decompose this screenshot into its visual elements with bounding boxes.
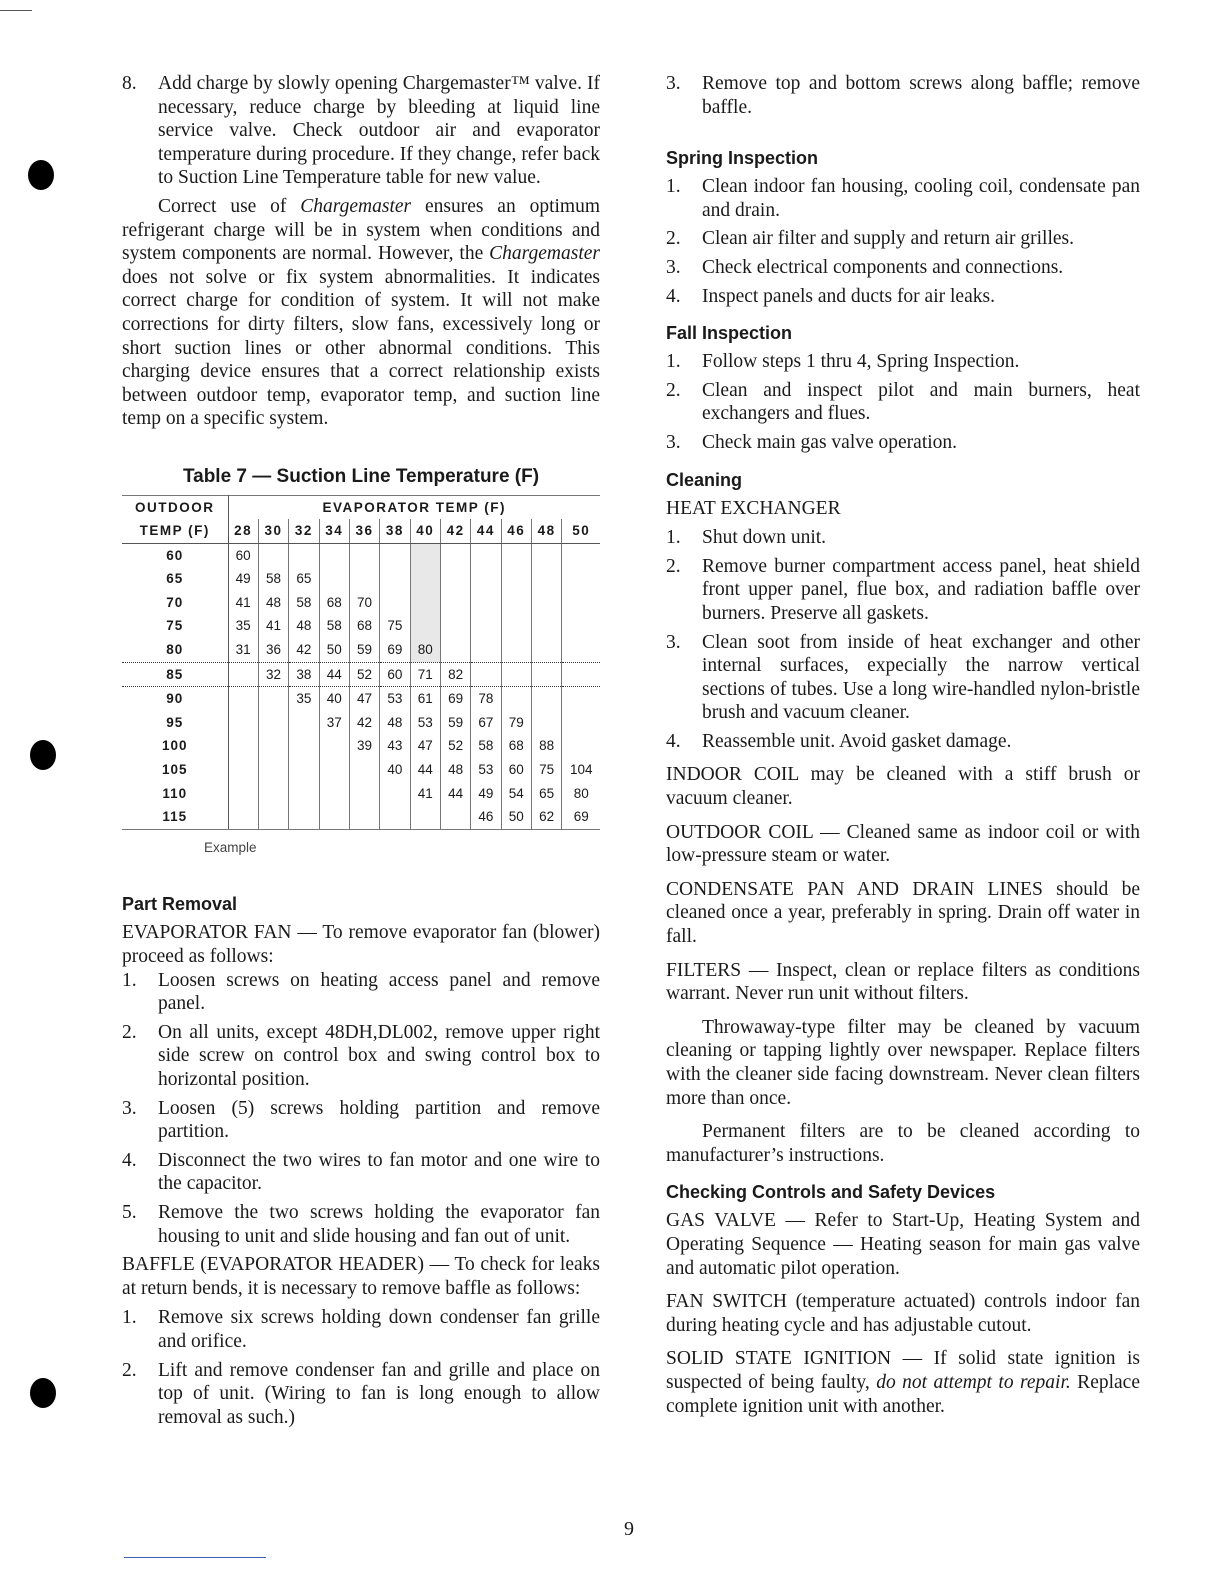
table-cell [258, 805, 288, 829]
table-cell: 54 [501, 782, 531, 806]
outdoor-label: OUTDOOR [122, 495, 228, 519]
table-cell: 50 [319, 638, 349, 662]
evap-temp-header: 48 [531, 519, 561, 543]
step-number: 2. [666, 228, 681, 250]
table-cell: 69 [440, 687, 470, 711]
table-cell: 59 [349, 638, 379, 662]
outdoor-temp-cell: 65 [122, 567, 228, 591]
table-row [122, 591, 600, 615]
step-number: 1. [122, 1307, 137, 1329]
suction-line-temp-table [122, 495, 600, 830]
text-run: Replace complete ignition unit with another. [666, 1371, 1140, 1417]
text-run: Correct use of [158, 195, 301, 217]
table-title: Table 7 — Suction Line Temperature (F) [182, 465, 540, 487]
outdoor-temp-cell: 70 [122, 591, 228, 615]
table-cell [471, 638, 501, 662]
left-column [122, 72, 600, 1434]
list-item [666, 631, 1140, 725]
table-cell: 42 [349, 711, 379, 735]
table-row [122, 662, 600, 687]
table-cell [440, 638, 470, 662]
list-item [666, 350, 1140, 374]
checking-controls-heading: Checking Controls and Safety Devices [666, 1182, 996, 1203]
table-cell: 40 [319, 687, 349, 711]
table-cell [471, 662, 501, 687]
step-number: 2. [666, 379, 681, 401]
binder-hole-icon [30, 740, 56, 770]
table-cell: 68 [501, 734, 531, 758]
step-number: 1. [666, 527, 681, 549]
table-cell [531, 567, 561, 591]
step-number: 1. [666, 176, 681, 198]
table-cell: 48 [258, 591, 288, 615]
outdoor-temp-cell: 100 [122, 734, 228, 758]
table-cell [349, 543, 379, 567]
table-cell: 53 [471, 758, 501, 782]
table-cell [562, 567, 600, 591]
table-cell: 61 [410, 687, 440, 711]
right-column [666, 72, 1140, 1428]
table-cell [410, 805, 440, 829]
step-text: Disconnect the two wires to fan motor and one wire to the capacitor. [158, 1149, 600, 1195]
table-cell [228, 758, 258, 782]
step-text: Reassemble unit. Avoid gasket damage. [702, 730, 1012, 752]
step-number: 3. [666, 631, 681, 653]
evap-fan-intro: EVAPORATOR FAN — To remove evaporator fan (blower) proceed as follows: [122, 922, 600, 967]
table-cell: 41 [228, 591, 258, 615]
table-cell: 50 [501, 805, 531, 829]
table-cell [258, 543, 288, 567]
table-cell: 65 [531, 782, 561, 806]
table-cell: 104 [562, 758, 600, 782]
table-cell: 37 [319, 711, 349, 735]
list-item [122, 1359, 600, 1430]
step-number: 4. [666, 285, 681, 307]
evap-temp-header: 34 [319, 519, 349, 543]
step-text: Remove the two screws holding the evaporator fan housing to unit and slide housing and fan out of unit. [158, 1201, 600, 1247]
cleaning-steps [666, 526, 1140, 753]
table-cell [531, 614, 561, 638]
step-number: 2. [122, 1359, 137, 1381]
step-number: 3. [666, 73, 681, 94]
table-cell [319, 805, 349, 829]
table-row [122, 687, 600, 711]
list-item [666, 256, 1140, 280]
step-text: Check main gas valve operation. [702, 431, 958, 453]
list-item [666, 379, 1140, 426]
footer-rule [124, 1557, 266, 1558]
evap-temp-header: 40 [410, 519, 440, 543]
table-cell [440, 543, 470, 567]
table-cell [380, 782, 410, 806]
list-item [666, 555, 1140, 626]
step-text: Loosen (5) screws holding partition and remove partition. [158, 1097, 600, 1143]
table-cell [531, 711, 561, 735]
step-text: Clean soot from inside of heat exchanger and other internal surfaces, expecially the narrow vertical sections of tubes. Use a long wire-handled nylon-bristle brush and vacuum cleaner. [702, 631, 1140, 724]
table-cell [319, 758, 349, 782]
table-cell [562, 543, 600, 567]
table-cell [471, 614, 501, 638]
table-cell: 46 [471, 805, 501, 829]
list-item [666, 730, 1140, 754]
table-cell: 69 [380, 638, 410, 662]
evap-temp-header: 50 [562, 519, 600, 543]
table-cell [289, 711, 319, 735]
table-cell [319, 734, 349, 758]
table-cell: 67 [471, 711, 501, 735]
table-cell [440, 567, 470, 591]
table-cell [501, 591, 531, 615]
table-cell: 44 [410, 758, 440, 782]
table-cell: 60 [228, 543, 258, 567]
cleaning-heading: Cleaning [666, 469, 743, 490]
evaporator-label: EVAPORATOR TEMP (F) [228, 495, 600, 519]
table-cell [349, 805, 379, 829]
table-cell: 48 [289, 614, 319, 638]
table-cell [501, 614, 531, 638]
step-number: 1. [122, 969, 137, 991]
evap-fan-steps [122, 969, 600, 1249]
table-cell [258, 687, 288, 711]
table-cell: 44 [319, 662, 349, 687]
table-cell [228, 662, 258, 687]
table-cell [531, 638, 561, 662]
table-cell: 59 [440, 711, 470, 735]
table-cell [289, 543, 319, 567]
list-item [666, 285, 1140, 309]
step-text: Clean air filter and supply and return air grilles. [702, 228, 1075, 250]
table-cell: 75 [531, 758, 561, 782]
text-run: SOLID STATE IGNITION — If solid state ignition is suspected of being faulty, [666, 1348, 1140, 1393]
step-text: Clean indoor fan housing, cooling coil, condensate pan and drain. [702, 176, 1140, 221]
table-cell [562, 638, 600, 662]
corner-mark [0, 10, 32, 11]
list-item [122, 1097, 600, 1144]
table-cell [531, 543, 561, 567]
table-cell [228, 711, 258, 735]
table-cell [380, 543, 410, 567]
table-row [122, 567, 600, 591]
outdoor-temp-cell: 105 [122, 758, 228, 782]
table-cell: 35 [228, 614, 258, 638]
step-8 [122, 72, 600, 190]
step-number: 3. [666, 256, 681, 278]
evap-temp-header: 44 [471, 519, 501, 543]
evap-temp-header: 28 [228, 519, 258, 543]
solid-state-ignition-paragraph [666, 1347, 1140, 1418]
step-number: 2. [122, 1021, 137, 1043]
list-item [122, 1149, 600, 1196]
fall-inspection-heading: Fall Inspection [666, 323, 793, 344]
step-text: Check electrical components and connections. [702, 256, 1064, 278]
text-run-italic: Chargemaster [300, 195, 412, 217]
table-cell [562, 614, 600, 638]
step-text: Remove burner compartment access panel, heat shield front upper panel, flue box, and radiation baffle over burners. Preserve all gaskets. [702, 555, 1140, 624]
table-cell: 58 [319, 614, 349, 638]
table-cell: 40 [380, 758, 410, 782]
table-cell [501, 638, 531, 662]
table-cell: 53 [380, 687, 410, 711]
table-cell: 58 [258, 567, 288, 591]
table-cell: 52 [440, 734, 470, 758]
table-cell [289, 758, 319, 782]
table-cell [258, 782, 288, 806]
table-cell: 82 [440, 662, 470, 687]
evap-temp-header: 46 [501, 519, 531, 543]
text-run: does not solve or fix system abnormalities. It indicates correct charge for condition of system. It will not make corrections for dirty filters, slow fans, excessively long or short suction lines or other abnormal conditions. This charging device ensures that a correct relationship exists between outdoor temp, evaporator temp, and suction line temp on a specific system. [122, 266, 600, 430]
table-cell [562, 662, 600, 687]
step-number: 3. [666, 431, 681, 453]
table-cell: 32 [258, 662, 288, 687]
table-cell [319, 567, 349, 591]
table-cell: 41 [410, 782, 440, 806]
baffle-steps [122, 1306, 600, 1429]
step-text: Lift and remove condenser fan and grille and place on top of unit. (Wiring to fan is long enough to allow removal as such.) [158, 1359, 600, 1428]
condensate-paragraph: CONDENSATE PAN AND DRAIN LINES should be cleaned once a year, preferably in spring. Drain off water in fall. [666, 878, 1140, 948]
table-cell: 70 [349, 591, 379, 615]
table-cell: 38 [289, 662, 319, 687]
outdoor-temp-cell: 110 [122, 782, 228, 806]
table-row [122, 638, 600, 662]
table-cell: 58 [471, 734, 501, 758]
table-cell: 75 [380, 614, 410, 638]
binder-hole-icon [30, 1378, 56, 1408]
table-cell [349, 567, 379, 591]
table-cell [410, 591, 440, 615]
table-row [122, 805, 600, 829]
table-cell [471, 567, 501, 591]
outdoor-temp-cell: 75 [122, 614, 228, 638]
evap-temp-header: 36 [349, 519, 379, 543]
table-cell: 31 [228, 638, 258, 662]
table-row [122, 782, 600, 806]
throwaway-paragraph: Throwaway-type filter may be cleaned by vacuum cleaning or tapping lightly over newspaper. Replace filters with the cleaner side facing downstream. Never clean filters more than once. [666, 1016, 1140, 1109]
table-cell: 52 [349, 662, 379, 687]
table-cell: 48 [440, 758, 470, 782]
table-cell: 49 [471, 782, 501, 806]
table-cell [501, 543, 531, 567]
filters-paragraph: FILTERS — Inspect, clean or replace filters as conditions warrant. Never run unit without filters. [666, 959, 1140, 1005]
table-cell [440, 614, 470, 638]
table-cell: 39 [349, 734, 379, 758]
outdoor-coil-paragraph: OUTDOOR COIL — Cleaned same as indoor coil or with low-pressure steam or water. [666, 821, 1140, 867]
table-cell [562, 711, 600, 735]
step-number: 8. [122, 73, 137, 94]
step-number: 1. [666, 351, 681, 373]
list-item [666, 526, 1140, 550]
table-cell: 78 [471, 687, 501, 711]
step-text: Remove six screws holding down condenser fan grille and orifice. [158, 1307, 600, 1352]
list-item [122, 1201, 600, 1248]
gas-valve-paragraph: GAS VALVE — Refer to Start-Up, Heating System and Operating Sequence — Heating season for main gas valve and automatic pilot operation. [666, 1210, 1140, 1279]
table-cell: 36 [258, 638, 288, 662]
part-removal-heading: Part Removal [122, 894, 238, 915]
table-cell [471, 543, 501, 567]
list-item [666, 175, 1140, 222]
step-text: Follow steps 1 thru 4, Spring Inspection. [702, 351, 1020, 373]
step-text: Clean and inspect pilot and main burners, heat exchangers and flues. [702, 379, 1140, 425]
step-number: 3. [122, 1097, 137, 1119]
table-row [122, 614, 600, 638]
outdoor-temp-cell: 115 [122, 805, 228, 829]
table-cell [562, 687, 600, 711]
list-item [122, 969, 600, 1016]
step-text: Loosen screws on heating access panel and remove panel. [158, 969, 600, 1015]
step-number: 4. [666, 730, 681, 752]
table-cell [258, 711, 288, 735]
table-cell: 80 [562, 782, 600, 806]
table-cell [440, 591, 470, 615]
table-cell: 49 [228, 567, 258, 591]
step-text: Shut down unit. [702, 527, 827, 549]
outdoor-temp-cell: 95 [122, 711, 228, 735]
table-cell [228, 687, 258, 711]
table-cell: 42 [289, 638, 319, 662]
outdoor-temp-cell: 60 [122, 543, 228, 567]
text-run-italic: do not attempt to repair. [876, 1371, 1071, 1393]
step-number: 5. [122, 1201, 137, 1223]
step-text: On all units, except 48DH,DL002, remove upper right side screw on control box and swing control box to horizontal position. [158, 1021, 600, 1090]
evap-temp-header: 42 [440, 519, 470, 543]
table-cell [289, 805, 319, 829]
list-item [122, 1306, 600, 1353]
table-cell [289, 782, 319, 806]
table-cell: 58 [289, 591, 319, 615]
evap-temp-header: 38 [380, 519, 410, 543]
table-cell: 68 [349, 614, 379, 638]
table-cell [289, 734, 319, 758]
spring-steps [666, 175, 1140, 308]
indoor-coil-paragraph: INDOOR COIL may be cleaned with a stiff brush or vacuum cleaner. [666, 764, 1140, 810]
example-label: Example [204, 839, 257, 855]
table-cell [410, 543, 440, 567]
text-run-italic: Chargemaster [489, 243, 600, 265]
table-cell [349, 758, 379, 782]
outdoor-temp-cell: 85 [122, 662, 228, 687]
spring-inspection-heading: Spring Inspection [666, 148, 819, 169]
outdoor-temp-cell: 80 [122, 638, 228, 662]
permanent-paragraph: Permanent filters are to be cleaned according to manufacturer’s instructions. [666, 1121, 1140, 1166]
table-cell [319, 782, 349, 806]
table-cell: 88 [531, 734, 561, 758]
table-row [122, 734, 600, 758]
table-cell: 65 [289, 567, 319, 591]
table-cell [562, 734, 600, 758]
step-text: Add charge by slowly opening Chargemaster™ valve. If necessary, reduce charge by bleeding at liquid line service valve. Check outdoor air and evaporator temperature during procedure. If they change, refer back to Suction Line Temperature table for new value. [158, 73, 600, 189]
evap-temp-header: 30 [258, 519, 288, 543]
table-cell: 43 [380, 734, 410, 758]
table-cell: 68 [319, 591, 349, 615]
table-cell [531, 662, 561, 687]
step-number: 2. [666, 555, 681, 577]
temp-label: TEMP (F) [122, 519, 228, 543]
table-cell: 80 [410, 638, 440, 662]
step-text: Inspect panels and ducts for air leaks. [702, 285, 995, 307]
step-number: 4. [122, 1149, 137, 1171]
table-cell: 35 [289, 687, 319, 711]
table-cell [531, 591, 561, 615]
baffle-intro: BAFFLE (EVAPORATOR HEADER) — To check for leaks at return bends, it is necessary to remove baffle as follows: [122, 1254, 600, 1299]
heat-exchanger-label: HEAT EXCHANGER [666, 497, 841, 519]
baffle-step-3 [666, 72, 1140, 119]
table-cell [562, 591, 600, 615]
table-cell: 41 [258, 614, 288, 638]
table-cell: 44 [440, 782, 470, 806]
table-cell [228, 805, 258, 829]
table-cell [349, 782, 379, 806]
table-cell [501, 687, 531, 711]
table-cell [410, 567, 440, 591]
table-cell: 60 [501, 758, 531, 782]
table-cell: 48 [380, 711, 410, 735]
table-cell: 47 [410, 734, 440, 758]
binder-hole-icon [28, 160, 54, 190]
fall-steps [666, 350, 1140, 454]
table-cell: 69 [562, 805, 600, 829]
page-number: 9 [624, 1518, 634, 1540]
table-cell: 62 [531, 805, 561, 829]
table-cell: 79 [501, 711, 531, 735]
evap-temp-header: 32 [289, 519, 319, 543]
table-cell [471, 591, 501, 615]
table-cell [228, 734, 258, 758]
table-cell [319, 543, 349, 567]
table-cell [410, 614, 440, 638]
table-row [122, 758, 600, 782]
list-item [122, 1021, 600, 1092]
table-cell: 71 [410, 662, 440, 687]
table-row [122, 543, 600, 567]
table-cell [380, 591, 410, 615]
list-item [666, 431, 1140, 455]
text-run: ensures an optimum refrigerant charge will be in system when conditions and system components are normal. However, the [122, 195, 600, 265]
table-row [122, 711, 600, 735]
table-cell [258, 734, 288, 758]
table-cell [258, 758, 288, 782]
table-cell: 47 [349, 687, 379, 711]
fan-switch-paragraph: FAN SWITCH (temperature actuated) controls indoor fan during heating cycle and has adjustable cutout. [666, 1291, 1140, 1336]
table-cell [531, 687, 561, 711]
chargemaster-paragraph [122, 195, 600, 431]
table-cell [380, 567, 410, 591]
step-text: Remove top and bottom screws along baffle; remove baffle. [702, 73, 1140, 118]
table-cell [501, 567, 531, 591]
list-item [666, 227, 1140, 251]
table-cell [228, 782, 258, 806]
outdoor-temp-cell: 90 [122, 687, 228, 711]
table-cell: 53 [410, 711, 440, 735]
table-cell [380, 805, 410, 829]
table-cell: 60 [380, 662, 410, 687]
table-cell [440, 805, 470, 829]
table-cell [501, 662, 531, 687]
